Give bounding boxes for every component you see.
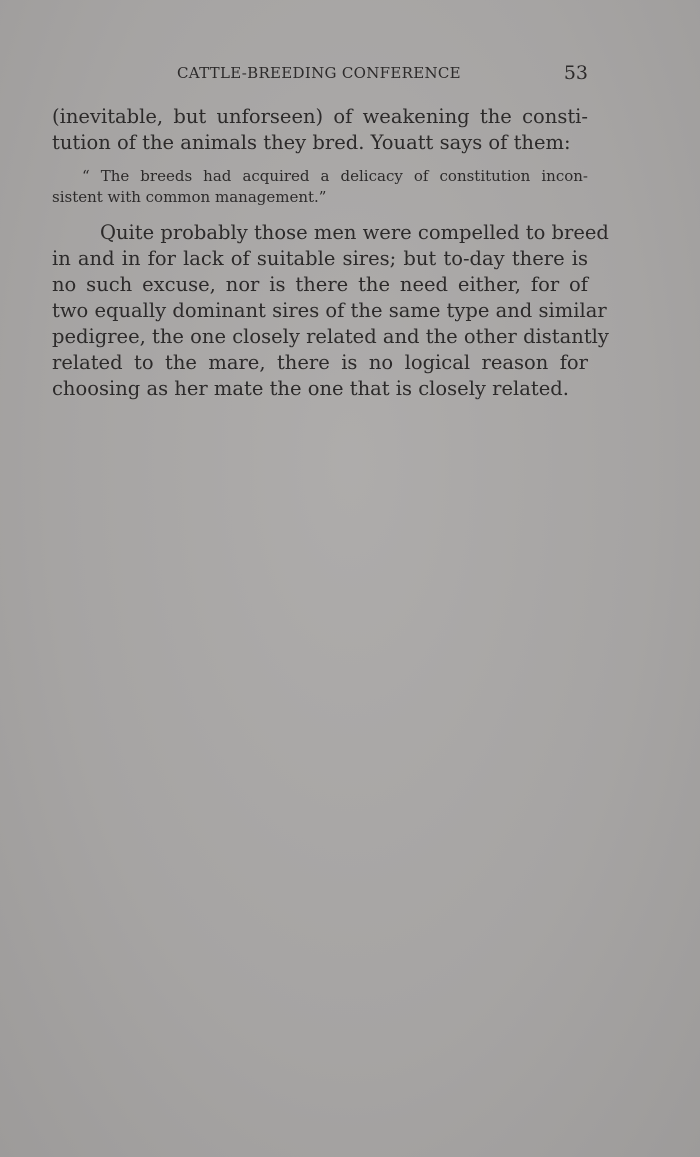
text-line: (inevitable, but unforseen) of weakening the consti-: [52, 105, 588, 128]
block-quote: [52, 166, 588, 208]
body-text: [52, 104, 609, 402]
text-line: tution of the animals they bred. Youatt says of them:: [52, 131, 571, 154]
running-head: CATTLE-BREEDING CONFERENCE: [177, 64, 461, 82]
text-line: in and in for lack of suitable sires; but to-day there is: [52, 247, 588, 270]
text-line: choosing as her mate the one that is closely related.: [52, 377, 569, 400]
text-line: Quite probably those men were compelled to breed: [100, 221, 609, 244]
text-line: two equally dominant sires of the same type and similar: [52, 299, 607, 322]
text-line: related to the mare, there is no logical reason for: [52, 351, 588, 374]
paragraph: [52, 104, 588, 156]
paragraph: [52, 220, 609, 402]
page-number: 53: [563, 62, 588, 84]
text-line: no such excuse, nor is there the need either, for of: [52, 273, 588, 296]
quote-line: sistent with common management.”: [52, 188, 327, 206]
page-header: [52, 64, 592, 88]
text-line: pedigree, the one closely related and the other distantly: [52, 325, 609, 348]
quote-line: “ The breeds had acquired a delicacy of constitution incon-: [82, 167, 588, 185]
